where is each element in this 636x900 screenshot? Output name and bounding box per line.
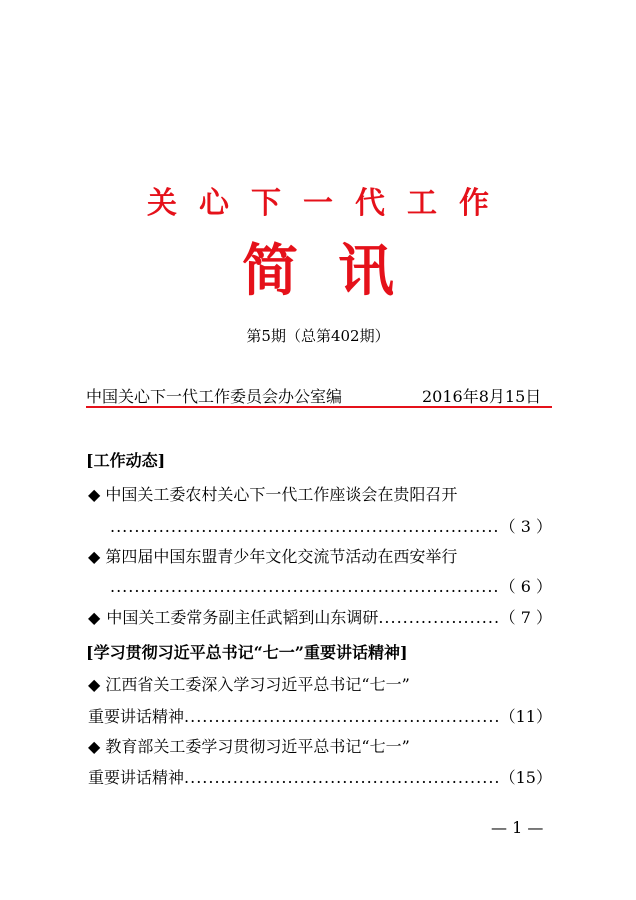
toc-section-heading: [工作动态] bbox=[86, 451, 166, 470]
toc-item[interactable] bbox=[88, 672, 410, 695]
editor-line: 中国关心下一代工作委员会办公室编 bbox=[86, 387, 343, 406]
toc-section-heading: [学习贯彻习近平总书记“七一”重要讲话精神] bbox=[86, 643, 408, 662]
diamond-bullet-icon: ◆ bbox=[88, 737, 101, 756]
issue-date: 2016年8月15日 bbox=[422, 387, 542, 406]
toc-item-title-continued: 重要讲话精神 bbox=[88, 707, 185, 726]
dot-leader bbox=[110, 517, 500, 536]
toc-item-title: 中国关工委农村关心下一代工作座谈会在贵阳召开 bbox=[105, 485, 458, 504]
toc-item[interactable] bbox=[88, 544, 457, 567]
toc-item-title: 江西省关工委深入学习习近平总书记“七一” bbox=[105, 675, 410, 694]
page-number: — 1 — bbox=[491, 818, 544, 837]
toc-item[interactable] bbox=[88, 482, 457, 505]
toc-item-title-continued: 重要讲话精神 bbox=[88, 768, 185, 787]
dot-leader bbox=[110, 577, 500, 596]
toc-leader bbox=[110, 514, 552, 537]
diamond-bullet-icon: ◆ bbox=[88, 675, 101, 694]
toc-item-page: （15） bbox=[499, 768, 552, 787]
toc-leader bbox=[88, 704, 552, 727]
toc-leader bbox=[110, 574, 552, 597]
toc-item-page: （ 7 ） bbox=[499, 608, 552, 627]
toc-item[interactable] bbox=[88, 734, 410, 757]
issue-number: 第5期（总第402期） bbox=[246, 327, 390, 345]
toc-item-title: 中国关工委常务副主任武韬到山东调研 bbox=[106, 608, 379, 627]
publication-title: 关心下一代工作 bbox=[147, 186, 511, 221]
diamond-bullet-icon: ◆ bbox=[88, 547, 101, 566]
toc-item-page: （ 6 ） bbox=[499, 577, 552, 596]
toc-item-page: （11） bbox=[499, 707, 552, 726]
publication-name: 简讯 bbox=[242, 238, 434, 304]
toc-item-title: 第四届中国东盟青少年文化交流节活动在西安举行 bbox=[105, 547, 458, 566]
toc-item-page: （ 3 ） bbox=[499, 517, 552, 536]
toc-item-title: 教育部关工委学习贯彻习近平总书记“七一” bbox=[105, 737, 410, 756]
red-divider bbox=[86, 406, 552, 408]
dot-leader bbox=[378, 608, 499, 627]
dot-leader bbox=[184, 768, 500, 787]
dot-leader bbox=[184, 707, 500, 726]
diamond-bullet-icon: ◆ bbox=[88, 485, 101, 504]
toc-item[interactable] bbox=[88, 605, 552, 628]
toc-leader bbox=[88, 765, 552, 788]
diamond-bullet-icon: ◆ bbox=[88, 608, 101, 627]
